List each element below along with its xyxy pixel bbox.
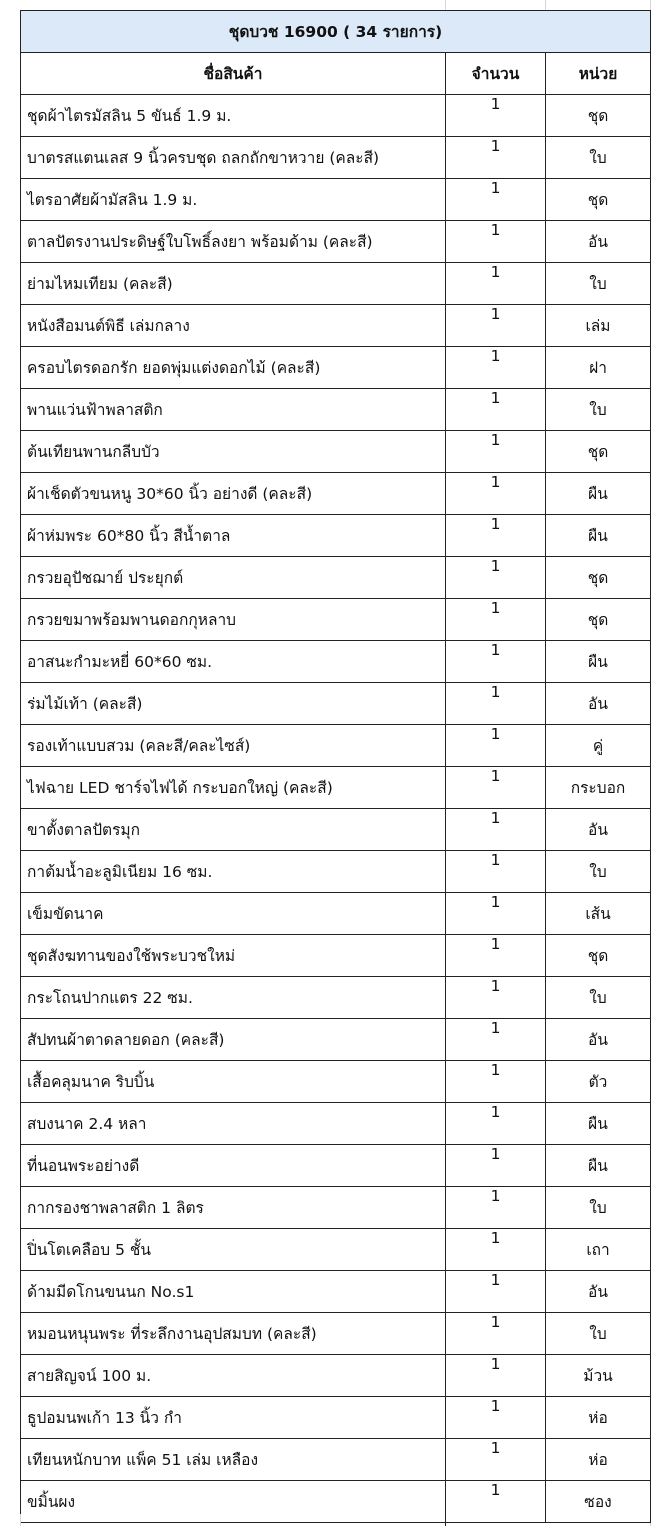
quantity-cell[interactable]: 1 bbox=[446, 1019, 546, 1061]
table-row bbox=[21, 473, 651, 515]
product-name-cell[interactable]: ครอบไตรดอกรัก ยอดพุ่มแต่งดอกไม้ (คละสี) bbox=[21, 347, 446, 389]
table-row bbox=[21, 1481, 651, 1523]
quantity-cell[interactable]: 1 bbox=[446, 137, 546, 179]
table-row bbox=[21, 95, 651, 137]
product-name-cell[interactable]: อาสนะกำมะหยี่ 60*60 ซม. bbox=[21, 641, 446, 683]
product-name-cell[interactable]: เข็มขัดนาค bbox=[21, 893, 446, 935]
product-name-cell[interactable]: ร่มไม้เท้า (คละสี) bbox=[21, 683, 446, 725]
column-header-qty[interactable]: จำนวน bbox=[446, 53, 546, 95]
product-name-cell[interactable]: กรวยขมาพร้อมพานดอกกุหลาบ bbox=[21, 599, 446, 641]
unit-cell[interactable]: เล่ม bbox=[546, 305, 651, 347]
table-row bbox=[21, 1103, 651, 1145]
quantity-cell[interactable]: 1 bbox=[446, 1271, 546, 1313]
unit-cell[interactable]: อัน bbox=[546, 683, 651, 725]
table-row bbox=[21, 1313, 651, 1355]
product-name-cell[interactable]: ปิ่นโตเคลือบ 5 ชั้น bbox=[21, 1229, 446, 1271]
product-name-cell[interactable]: ไฟฉาย LED ชาร์จไฟได้ กระบอกใหญ่ (คละสี) bbox=[21, 767, 446, 809]
table-row bbox=[21, 641, 651, 683]
quantity-cell[interactable]: 1 bbox=[446, 641, 546, 683]
product-name-cell[interactable]: ไตรอาศัยผ้ามัสลิน 1.9 ม. bbox=[21, 179, 446, 221]
unit-cell[interactable]: กระบอก bbox=[546, 767, 651, 809]
quantity-cell[interactable]: 1 bbox=[446, 1145, 546, 1187]
unit-cell[interactable]: ใบ bbox=[546, 1187, 651, 1229]
product-name-cell[interactable]: รองเท้าแบบสวม (คละสี/คละไซส์) bbox=[21, 725, 446, 767]
quantity-cell[interactable]: 1 bbox=[446, 1187, 546, 1229]
unit-cell[interactable]: อัน bbox=[546, 1019, 651, 1061]
unit-cell[interactable]: ใบ bbox=[546, 389, 651, 431]
product-name-cell[interactable]: ด้ามมีดโกนขนนก No.s1 bbox=[21, 1271, 446, 1313]
product-table bbox=[20, 10, 651, 1523]
table-row bbox=[21, 305, 651, 347]
product-name-cell[interactable]: สบงนาค 2.4 หลา bbox=[21, 1103, 446, 1145]
unit-cell[interactable]: ชุด bbox=[546, 599, 651, 641]
product-name-cell[interactable]: ผ้าห่มพระ 60*80 นิ้ว สีน้ำตาล bbox=[21, 515, 446, 557]
quantity-cell[interactable]: 1 bbox=[446, 1103, 546, 1145]
table-row bbox=[21, 935, 651, 977]
product-name-cell[interactable]: กรวยอุปัชฌาย์ ประยุกต์ bbox=[21, 557, 446, 599]
unit-cell[interactable]: ชุด bbox=[546, 557, 651, 599]
table-row bbox=[21, 179, 651, 221]
unit-cell[interactable]: คู่ bbox=[546, 725, 651, 767]
unit-cell[interactable]: ใบ bbox=[546, 1313, 651, 1355]
quantity-cell[interactable]: 1 bbox=[446, 1355, 546, 1397]
table-row bbox=[21, 725, 651, 767]
product-name-cell[interactable]: ผ้าเช็ดตัวขนหนู 30*60 นิ้ว อย่างดี (คละสี) bbox=[21, 473, 446, 515]
quantity-cell[interactable]: 1 bbox=[446, 473, 546, 515]
table-row bbox=[21, 1355, 651, 1397]
table-row bbox=[21, 599, 651, 641]
product-name-cell[interactable]: กระโถนปากแตร 22 ซม. bbox=[21, 977, 446, 1019]
table-row bbox=[21, 1271, 651, 1313]
table-row bbox=[21, 767, 651, 809]
column-header-unit[interactable]: หน่วย bbox=[546, 53, 651, 95]
quantity-cell[interactable]: 1 bbox=[446, 431, 546, 473]
quantity-cell[interactable]: 1 bbox=[446, 557, 546, 599]
product-name-cell[interactable]: ย่ามไหมเทียม (คละสี) bbox=[21, 263, 446, 305]
product-name-cell[interactable]: หมอนหนุนพระ ที่ระลึกงานอุปสมบท (คละสี) bbox=[21, 1313, 446, 1355]
table-row bbox=[21, 851, 651, 893]
table-row bbox=[21, 515, 651, 557]
gridline bbox=[20, 1514, 21, 1526]
table-row bbox=[21, 1061, 651, 1103]
product-name-cell[interactable]: กาต้มน้ำอะลูมิเนียม 16 ซม. bbox=[21, 851, 446, 893]
unit-cell[interactable]: อัน bbox=[546, 1271, 651, 1313]
quantity-cell[interactable]: 1 bbox=[446, 977, 546, 1019]
table-row bbox=[21, 137, 651, 179]
quantity-cell[interactable]: 1 bbox=[446, 389, 546, 431]
table-row bbox=[21, 809, 651, 851]
unit-cell[interactable]: เถา bbox=[546, 1229, 651, 1271]
table-title[interactable]: ชุดบวช 16900 ( 34 รายการ) bbox=[21, 11, 651, 53]
table-row bbox=[21, 977, 651, 1019]
table-row bbox=[21, 389, 651, 431]
unit-cell[interactable]: ชุด bbox=[546, 935, 651, 977]
quantity-cell[interactable]: 1 bbox=[446, 893, 546, 935]
unit-cell[interactable]: ผืน bbox=[546, 473, 651, 515]
product-name-cell[interactable]: สายสิญจน์ 100 ม. bbox=[21, 1355, 446, 1397]
unit-cell[interactable]: ชุด bbox=[546, 431, 651, 473]
product-name-cell[interactable]: ขมิ้นผง bbox=[21, 1481, 446, 1523]
quantity-cell[interactable]: 1 bbox=[446, 1439, 546, 1481]
unit-cell[interactable]: ตัว bbox=[546, 1061, 651, 1103]
product-name-cell[interactable]: ชุดผ้าไตรมัสลิน 5 ขันธ์ 1.9 ม. bbox=[21, 95, 446, 137]
product-name-cell[interactable]: เสื้อคลุมนาค ริบบิ้น bbox=[21, 1061, 446, 1103]
table-row bbox=[21, 1229, 651, 1271]
product-name-cell[interactable]: ที่นอนพระอย่างดี bbox=[21, 1145, 446, 1187]
product-name-cell[interactable]: ตาลปัตรงานประดิษฐ์ใบโพธิ์ลงยา พร้อมด้าม (คละสี) bbox=[21, 221, 446, 263]
quantity-cell[interactable]: 1 bbox=[446, 725, 546, 767]
product-name-cell[interactable]: เทียนหนักบาท แพ็ค 51 เล่ม เหลือง bbox=[21, 1439, 446, 1481]
product-name-cell[interactable]: หนังสือมนต์พิธี เล่มกลาง bbox=[21, 305, 446, 347]
table-row bbox=[21, 1019, 651, 1061]
unit-cell[interactable]: ม้วน bbox=[546, 1355, 651, 1397]
quantity-cell[interactable]: 1 bbox=[446, 347, 546, 389]
table-row bbox=[21, 1187, 651, 1229]
gridline bbox=[445, 0, 446, 10]
product-name-cell[interactable]: สัปทนผ้าตาดลายดอก (คละสี) bbox=[21, 1019, 446, 1061]
quantity-cell[interactable]: 1 bbox=[446, 515, 546, 557]
table-row bbox=[21, 263, 651, 305]
unit-cell[interactable]: ผืน bbox=[546, 641, 651, 683]
unit-cell[interactable]: ซอง bbox=[546, 1481, 651, 1523]
table-row bbox=[21, 893, 651, 935]
table-row bbox=[21, 431, 651, 473]
unit-cell[interactable]: ผืน bbox=[546, 1145, 651, 1187]
unit-cell[interactable]: ใบ bbox=[546, 263, 651, 305]
table-header-row bbox=[21, 53, 651, 95]
unit-cell[interactable]: ใบ bbox=[546, 977, 651, 1019]
unit-cell[interactable]: ห่อ bbox=[546, 1439, 651, 1481]
quantity-cell[interactable]: 1 bbox=[446, 1397, 546, 1439]
unit-cell[interactable]: อัน bbox=[546, 809, 651, 851]
unit-cell[interactable]: ห่อ bbox=[546, 1397, 651, 1439]
quantity-cell[interactable]: 1 bbox=[446, 1061, 546, 1103]
quantity-cell[interactable]: 1 bbox=[446, 1313, 546, 1355]
unit-cell[interactable]: ผืน bbox=[546, 1103, 651, 1145]
table-row bbox=[21, 683, 651, 725]
quantity-cell[interactable]: 1 bbox=[446, 683, 546, 725]
quantity-cell[interactable]: 1 bbox=[446, 95, 546, 137]
column-header-name[interactable]: ชื่อสินค้า bbox=[21, 53, 446, 95]
table-title-row bbox=[21, 11, 651, 53]
table-row bbox=[21, 557, 651, 599]
unit-cell[interactable]: ใบ bbox=[546, 137, 651, 179]
quantity-cell[interactable]: 1 bbox=[446, 1481, 546, 1523]
quantity-cell[interactable]: 1 bbox=[446, 1229, 546, 1271]
table-row bbox=[21, 1397, 651, 1439]
table-row bbox=[21, 1145, 651, 1187]
table-body bbox=[21, 95, 651, 1523]
unit-cell[interactable]: ฝา bbox=[546, 347, 651, 389]
unit-cell[interactable]: ชุด bbox=[546, 95, 651, 137]
unit-cell[interactable]: ผืน bbox=[546, 515, 651, 557]
product-name-cell[interactable]: กากรองชาพลาสติก 1 ลิตร bbox=[21, 1187, 446, 1229]
quantity-cell[interactable]: 1 bbox=[446, 221, 546, 263]
product-name-cell[interactable]: ธูปอมนพเก้า 13 นิ้ว กำ bbox=[21, 1397, 446, 1439]
unit-cell[interactable]: ชุด bbox=[546, 179, 651, 221]
quantity-cell[interactable]: 1 bbox=[446, 767, 546, 809]
unit-cell[interactable]: อัน bbox=[546, 221, 651, 263]
quantity-cell[interactable]: 1 bbox=[446, 935, 546, 977]
product-name-cell[interactable]: ชุดสังฆทานของใช้พระบวชใหม่ bbox=[21, 935, 446, 977]
table-row bbox=[21, 221, 651, 263]
quantity-cell[interactable]: 1 bbox=[446, 263, 546, 305]
unit-cell[interactable]: ใบ bbox=[546, 851, 651, 893]
quantity-cell[interactable]: 1 bbox=[446, 851, 546, 893]
table-row bbox=[21, 347, 651, 389]
quantity-cell[interactable]: 1 bbox=[446, 179, 546, 221]
product-name-cell[interactable]: พานแว่นฟ้าพลาสติก bbox=[21, 389, 446, 431]
product-name-cell[interactable]: บาตรสแตนเลส 9 นิ้วครบชุด ถลกถักขาหวาย (คละสี) bbox=[21, 137, 446, 179]
column-divider-stub bbox=[445, 1514, 446, 1526]
product-name-cell[interactable]: ต้นเทียนพานกลีบบัว bbox=[21, 431, 446, 473]
gridline bbox=[545, 0, 546, 10]
quantity-cell[interactable]: 1 bbox=[446, 305, 546, 347]
product-name-cell[interactable]: ขาตั้งตาลปัตรมุก bbox=[21, 809, 446, 851]
table-row bbox=[21, 1439, 651, 1481]
quantity-cell[interactable]: 1 bbox=[446, 809, 546, 851]
unit-cell[interactable]: เส้น bbox=[546, 893, 651, 935]
quantity-cell[interactable]: 1 bbox=[446, 599, 546, 641]
